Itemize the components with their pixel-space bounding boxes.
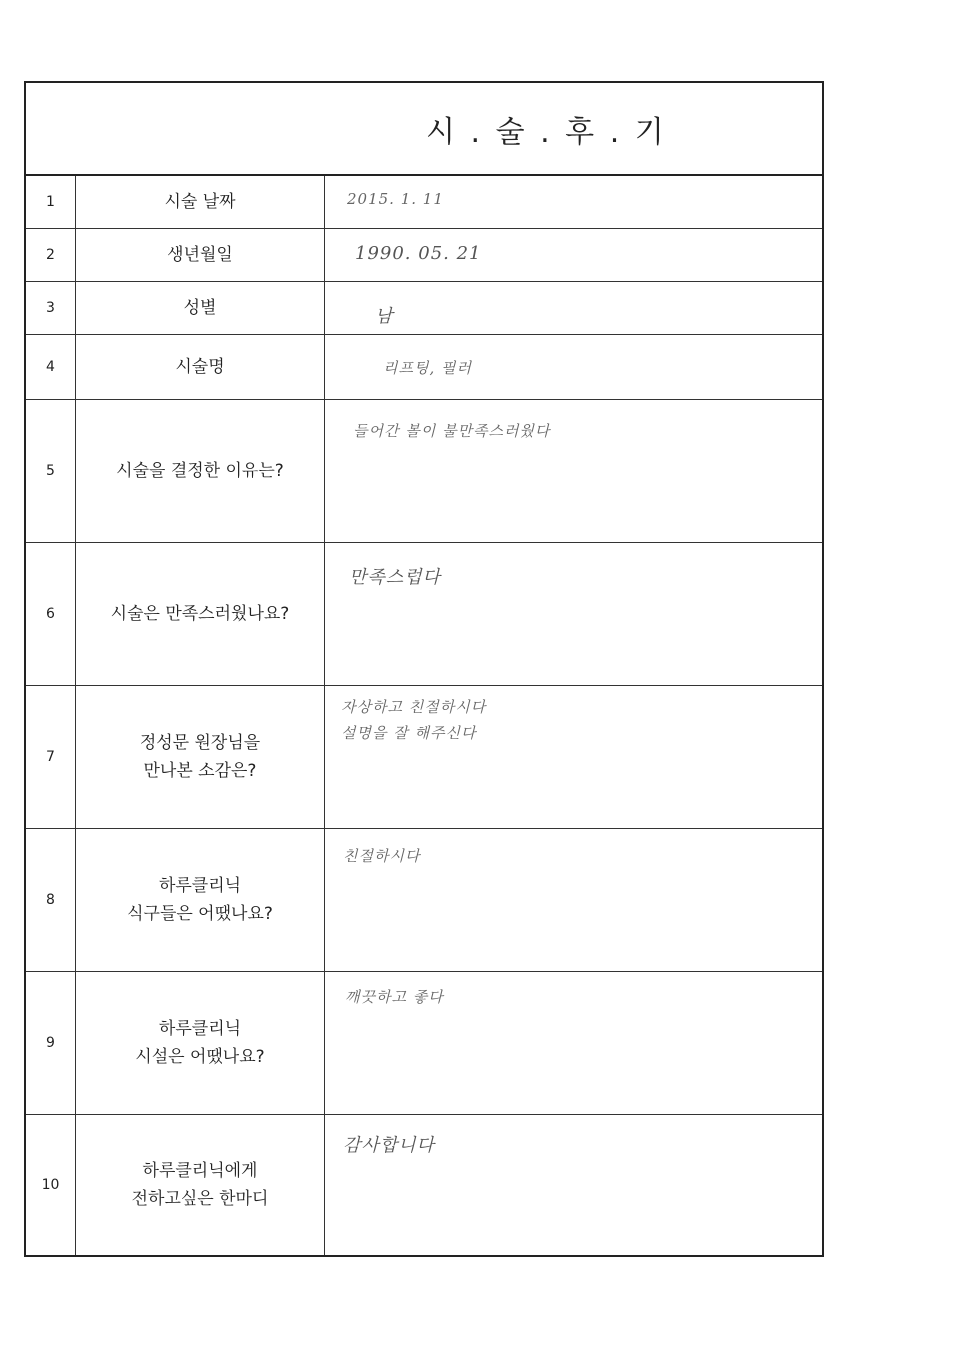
question-cell: 시술명 xyxy=(76,335,325,399)
row-number: 7 xyxy=(26,686,76,828)
title-row xyxy=(26,83,822,176)
question-cell: 시술은 만족스러웠나요? xyxy=(76,543,325,685)
handwritten-answer: 자상하고 친절하시다 설명을 잘 해주신다 xyxy=(341,698,487,742)
question-cell: 하루클리닉 시설은 어땠나요? xyxy=(76,972,325,1114)
form-title: 시 . 술 . 후 . 기 xyxy=(426,115,667,150)
row-number: 4 xyxy=(26,335,76,399)
review-form xyxy=(24,81,824,1257)
row-number: 1 xyxy=(26,176,76,228)
question-cell: 시술 날짜 xyxy=(76,176,325,228)
answer-cell xyxy=(325,229,822,281)
handwritten-answer: 친절하시다 xyxy=(343,847,421,865)
answer-cell xyxy=(325,972,822,1114)
row-number: 9 xyxy=(26,972,76,1114)
question-cell: 생년월일 xyxy=(76,229,325,281)
row-number: 10 xyxy=(26,1115,76,1255)
answer-cell xyxy=(325,282,822,334)
table-row xyxy=(26,335,822,400)
table-row xyxy=(26,829,822,972)
handwritten-answer: 만족스럽다 xyxy=(349,567,441,588)
handwritten-answer: 남 xyxy=(375,306,394,327)
table-row xyxy=(26,972,822,1115)
handwritten-answer: 들어간 볼이 불만족스러웠다 xyxy=(353,422,551,440)
table-row xyxy=(26,176,822,229)
table-row xyxy=(26,282,822,335)
answer-cell xyxy=(325,829,822,971)
handwritten-answer: 1990. 05. 21 xyxy=(355,243,482,264)
handwritten-answer: 감사합니다 xyxy=(343,1135,435,1156)
table-row xyxy=(26,1115,822,1255)
table-row xyxy=(26,229,822,282)
question-cell: 성별 xyxy=(76,282,325,334)
handwritten-answer: 리프팅, 필러 xyxy=(383,359,472,377)
answer-cell xyxy=(325,686,822,828)
question-cell: 정성문 원장님을 만나본 소감은? xyxy=(76,686,325,828)
handwritten-answer: 깨끗하고 좋다 xyxy=(345,988,444,1006)
row-number: 2 xyxy=(26,229,76,281)
answer-cell xyxy=(325,1115,822,1255)
row-number: 5 xyxy=(26,400,76,542)
question-cell: 시술을 결정한 이유는? xyxy=(76,400,325,542)
row-number: 8 xyxy=(26,829,76,971)
answer-cell xyxy=(325,335,822,399)
answer-cell xyxy=(325,176,822,228)
handwritten-answer: 2015. 1. 11 xyxy=(347,190,444,208)
question-cell: 하루클리닉 식구들은 어땠나요? xyxy=(76,829,325,971)
table-row xyxy=(26,543,822,686)
row-number: 3 xyxy=(26,282,76,334)
question-cell: 하루클리닉에게 전하고싶은 한마디 xyxy=(76,1115,325,1255)
answer-cell xyxy=(325,400,822,542)
answer-cell xyxy=(325,543,822,685)
row-number: 6 xyxy=(26,543,76,685)
table-row xyxy=(26,400,822,543)
table-row xyxy=(26,686,822,829)
